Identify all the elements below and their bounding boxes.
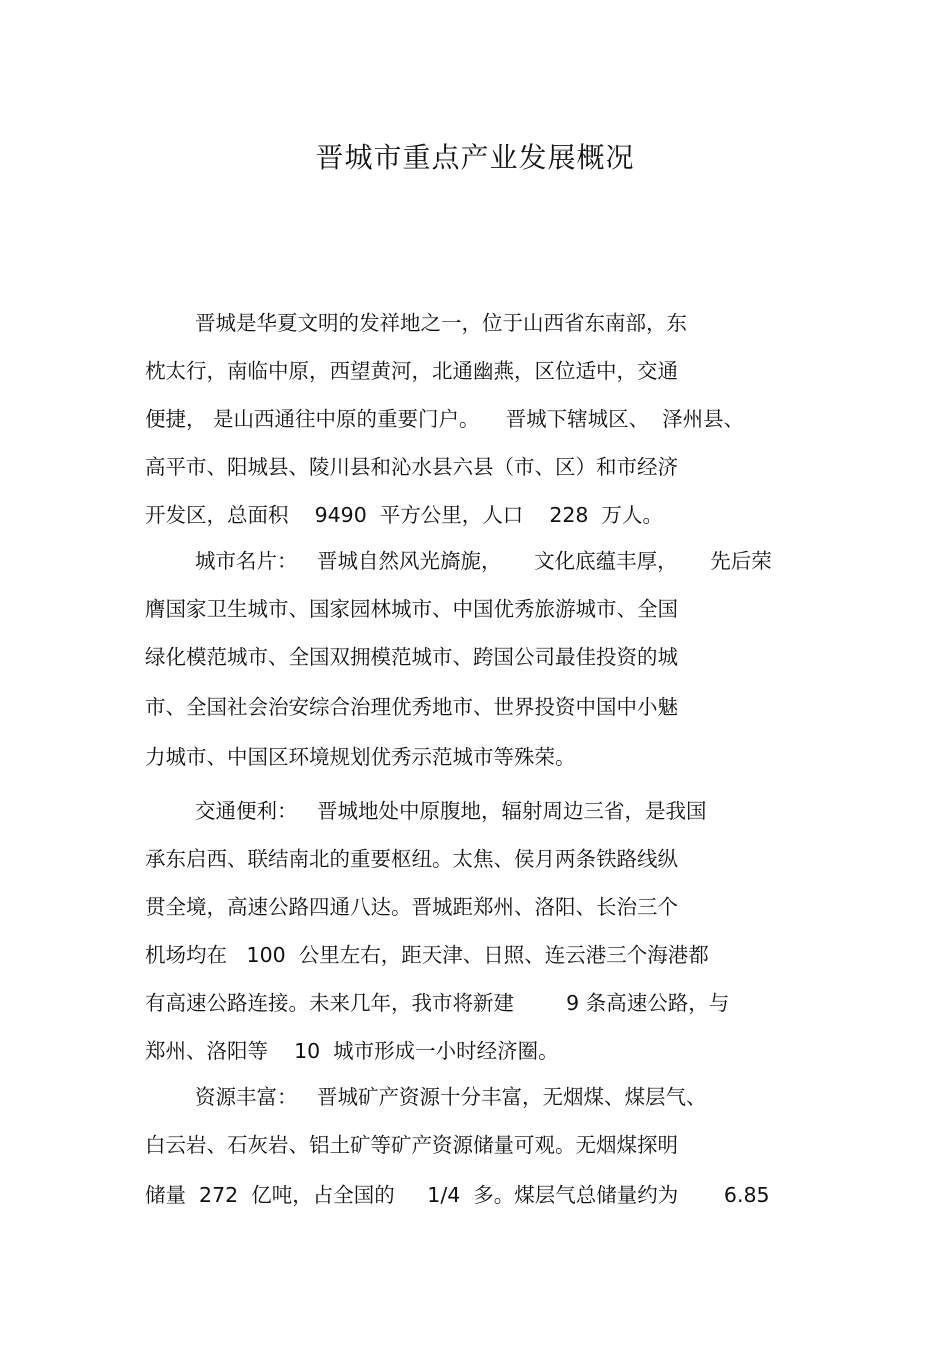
paragraph-line: 高平市、阳城县、陵川县和沁水县六县（市、区）和市经济 [145, 455, 678, 479]
paragraph-line: 资源丰富： 晋城矿产资源十分丰富，无烟煤、煤层气、 [195, 1085, 707, 1109]
paragraph-line: 承东启西、联结南北的重要枢纽。太焦、侯月两条铁路线纵 [145, 847, 678, 871]
paragraph-line: 城市名片： 晋城自然风光旖旎， 文化底蕴丰厚， 先后荣 [195, 549, 772, 573]
paragraph-line: 便捷， 是山西通往中原的重要门户。 晋城下辖城区、 泽州县、 [145, 407, 745, 431]
paragraph-line: 交通便利： 晋城地处中原腹地，辐射周边三省，是我国 [195, 799, 707, 823]
paragraph-line: 储量 272 亿吨，占全国的 1/4 多。煤层气总储量约为 6.85 [145, 1183, 770, 1207]
paragraph-line: 绿化模范城市、全国双拥模范城市、跨国公司最佳投资的城 [145, 645, 678, 669]
paragraph-line: 白云岩、石灰岩、铝土矿等矿产资源储量可观。无烟煤探明 [145, 1133, 678, 1157]
paragraph-line: 郑州、洛阳等 10 城市形成一小时经济圈。 [145, 1039, 559, 1063]
paragraph-line: 贯全境，高速公路四通八达。晋城距郑州、洛阳、长治三个 [145, 895, 678, 919]
paragraph-line: 机场均在 100 公里左右，距天津、日照、连云港三个海港都 [145, 943, 709, 967]
paragraph-line: 市、全国社会治安综合治理优秀地市、世界投资中国中小魅 [145, 695, 678, 719]
paragraph-line: 膺国家卫生城市、国家园林城市、中国优秀旅游城市、全国 [145, 597, 678, 621]
paragraph-line: 枕太行，南临中原，西望黄河，北通幽燕，区位适中，交通 [145, 359, 678, 383]
paragraph-line: 晋城是华夏文明的发祥地之一，位于山西省东南部，东 [195, 311, 687, 335]
paragraph-line: 有高速公路连接。未来几年，我市将新建 9 条高速公路，与 [145, 991, 730, 1015]
paragraph-line: 力城市、中国区环境规划优秀示范城市等殊荣。 [145, 745, 576, 769]
document-title: 晋城市重点产业发展概况 [315, 141, 635, 174]
paragraph-line: 开发区，总面积 9490 平方公里，人口 228 万人。 [145, 503, 663, 527]
